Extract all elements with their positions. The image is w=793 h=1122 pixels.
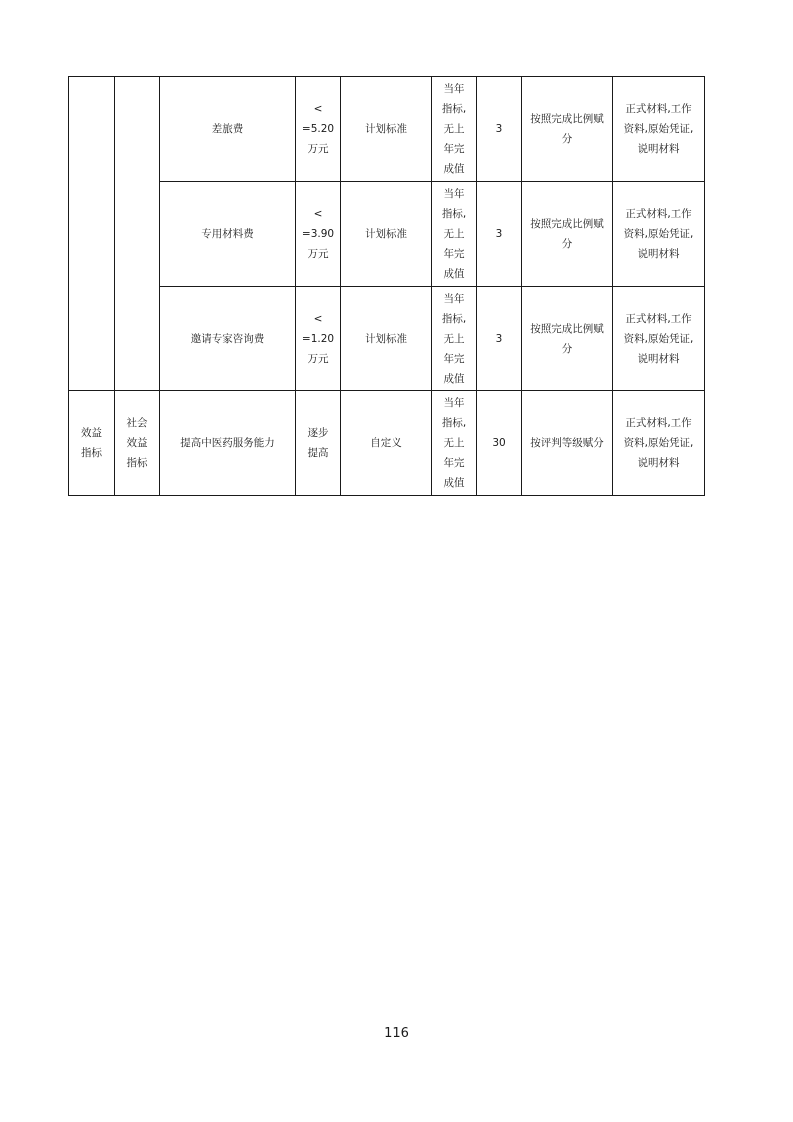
scoring-method: 按照完成比例赋 分 xyxy=(522,182,613,287)
table-row xyxy=(69,287,705,391)
basis: 计划标准 xyxy=(341,182,432,287)
indicator-name: 邀请专家咨询费 xyxy=(160,287,296,391)
table-row xyxy=(69,77,705,182)
history-value: 当年 指标, 无上 年完 成值 xyxy=(432,287,477,391)
table-row xyxy=(69,182,705,287)
basis: 自定义 xyxy=(341,391,432,496)
evidence: 正式材料,工作 资料,原始凭证, 说明材料 xyxy=(613,182,705,287)
level1-category: 效益 指标 xyxy=(69,391,115,496)
evidence: 正式材料,工作 资料,原始凭证, 说明材料 xyxy=(613,391,705,496)
history-value: 当年 指标, 无上 年完 成值 xyxy=(432,77,477,182)
weight: 3 xyxy=(477,182,522,287)
target-value: < =5.20 万元 xyxy=(296,77,341,182)
target-value: < =3.90 万元 xyxy=(296,182,341,287)
basis: 计划标准 xyxy=(341,77,432,182)
history-value: 当年 指标, 无上 年完 成值 xyxy=(432,391,477,496)
history-value: 当年 指标, 无上 年完 成值 xyxy=(432,182,477,287)
scoring-method: 按照完成比例赋 分 xyxy=(522,77,613,182)
weight: 30 xyxy=(477,391,522,496)
target-value: < =1.20 万元 xyxy=(296,287,341,391)
table-row xyxy=(69,391,705,496)
scoring-method: 按照完成比例赋 分 xyxy=(522,287,613,391)
basis: 计划标准 xyxy=(341,287,432,391)
indicator-name: 差旅费 xyxy=(160,77,296,182)
evidence: 正式材料,工作 资料,原始凭证, 说明材料 xyxy=(613,77,705,182)
level2-cell-empty xyxy=(115,77,160,391)
evidence: 正式材料,工作 资料,原始凭证, 说明材料 xyxy=(613,287,705,391)
indicator-name: 专用材料费 xyxy=(160,182,296,287)
performance-indicator-table xyxy=(68,76,705,496)
weight: 3 xyxy=(477,77,522,182)
weight: 3 xyxy=(477,287,522,391)
indicator-name: 提高中医药服务能力 xyxy=(160,391,296,496)
level2-category: 社会 效益 指标 xyxy=(115,391,160,496)
scoring-method: 按评判等级赋分 xyxy=(522,391,613,496)
level1-cell-empty xyxy=(69,77,115,391)
target-value: 逐步 提高 xyxy=(296,391,341,496)
page-number: 116 xyxy=(384,1026,409,1041)
